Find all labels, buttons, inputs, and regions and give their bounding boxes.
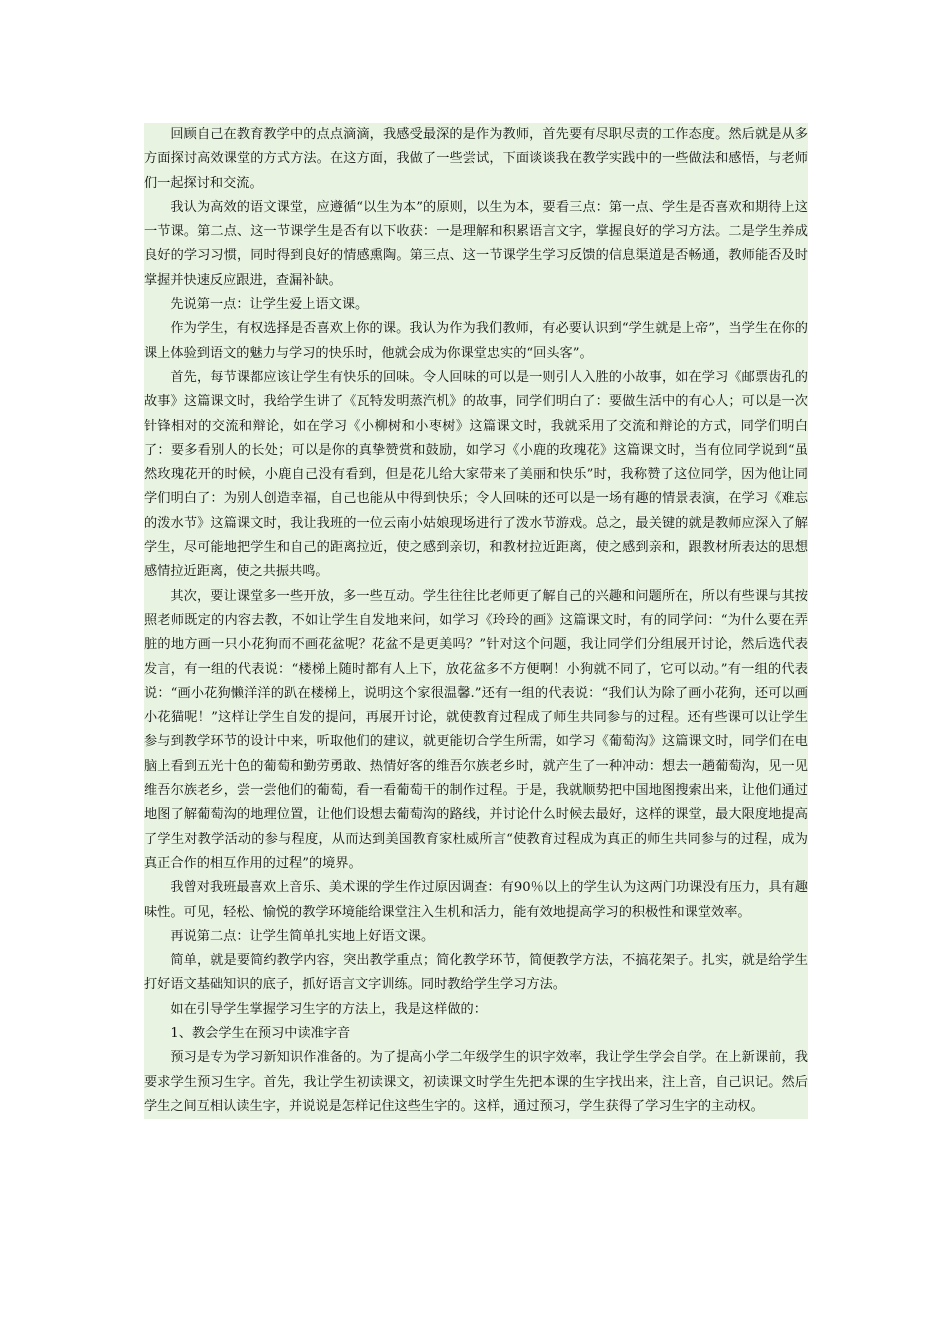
paragraph: 预习是专为学习新知识作准备的。为了提高小学二年级学生的识字效率，我让学生学会自学。在上新课前，我要求学生预习生字。首先，我让学生初读课文，初读课文时学生先把本课的生字找出来，注上音，自己识记。然后学生之间互相认读生字，并说说是怎样记住这些生字的。这样，通过预习，学生获得了学习生字的主动权。 xyxy=(144,1050,808,1114)
paragraph: 先说第一点：让学生爱上语文课。 xyxy=(170,297,369,313)
paragraph: 我认为高效的语文课堂，应遵循“以生为本”的原则，以生为本，要看三点：第一点、学生是否喜欢和期待上这一节课。第二点、这一节课学生是否有以下收获：一是理解和积累语言文字，掌握良好的学习方法。二是学生养成良好的学习习惯，同时得到良好的情感熏陶。第三点、这一节课学生学习反馈的信息渠道是否畅通，教师能否及时掌握并快速反应跟进，查漏补缺。 xyxy=(144,199,808,288)
paragraph: 首先，每节课都应该让学生有快乐的回味。令人回味的可以是一则引人入胜的小故事，如在学习《邮票齿孔的故事》这篇课文时，我给学生讲了《瓦特发明蒸汽机》的故事，同学们明白了：要做生活中的有心人；可以是一次针锋相对的交流和辩论，如在学习《小柳树和小枣树》这篇课文时，我就采用了交流和辩论的方式，同学们明白了：要多看别人的长处；可以是你的真挚赞赏和鼓励，如学习《小鹿的玫瑰花》这篇课文时，当有位同学说到“虽然玫瑰花开的时候，小鹿自己没有看到，但是花儿给大家带来了美丽和快乐”时，我称赞了这位同学，因为他让同学们明白了：为别人创造幸福，自己也能从中得到快乐；令人回味的还可以是一场有趣的情景表演，在学习《难忘的泼水节》这篇课文时，我让我班的一位云南小姑娘现场进行了泼水节游戏。总之，最关键的就是教师应深入了解学生，尽可能地把学生和自己的距离拉近，使之感到亲切，和教材拉近距离，使之感到亲和，跟教材所表达的思想感情拉近距离，使之共振共鸣。 xyxy=(144,369,808,580)
paragraph: 我曾对我班最喜欢上音乐、美术课的学生作过原因调查：有90％以上的学生认为这两门功课没有压力，具有趣味性。可见，轻松、愉悦的教学环境能给课堂注入生机和活力，能有效地提高学习的积极性和课堂效率。 xyxy=(144,880,808,920)
paragraph: 1、教会学生在预习中读准字音 xyxy=(170,1025,351,1041)
paragraph: 简单，就是要简约教学内容，突出教学重点；简化教学环节，简便教学方法，不搞花架子。扎实，就是给学生打好语文基础知识的底子，抓好语言文字训练。同时教给学生学习方法。 xyxy=(144,953,808,993)
paragraph: 作为学生，有权选择是否喜欢上你的课。我认为作为我们教师，有必要认识到“学生就是上帝”，当学生在你的课上体验到语文的魅力与学习的快乐时，他就会成为你课堂忠实的“回头客”。 xyxy=(144,321,808,361)
paragraph: 回顾自己在教育教学中的点点滴滴，我感受最深的是作为教师，首先要有尽职尽责的工作态度。然后就是从多方面探讨高效课堂的方式方法。在这方面，我做了一些尝试，下面谈谈我在教学实践中的一些做法和感悟，与老师们一起探讨和交流。 xyxy=(144,127,808,191)
paragraph: 如在引导学生掌握学习生字的方法上，我是这样做的： xyxy=(170,1001,487,1017)
paragraph: 其次，要让课堂多一些开放，多一些互动。学生往往比老师更了解自己的兴趣和问题所在，所以有些课与其按照老师既定的内容去教，不如让学生自发地来问，如学习《玲玲的画》这篇课文时，有的同学问：“为什么要在弄脏的地方画一只小花狗而不画花盆呢？花盆不是更美吗？”针对这个问题，我让同学们分组展开讨论，然后选代表发言，有一组的代表说：“楼梯上随时都有人上下，放花盆多不方便啊！小狗就不同了，它可以动。”有一组的代表说：“画小花狗懒洋洋的趴在楼梯上，说明这个家很温馨.”还有一组的代表说：“我们认为除了画小花狗，还可以画小花猫呢！”这样让学生自发的提问，再展开讨论，就使教育过程成了师生共同参与的过程。还有些课可以让学生参与到教学环节的设计中来，听取他们的建议，就更能切合学生所需，如学习《葡萄沟》这篇课文时，同学们在电脑上看到五光十色的葡萄和勤劳勇敢、热情好客的维吾尔族老乡时，就产生了一种冲动：想去一趟葡萄沟，见一见维吾尔族老乡，尝一尝他们的葡萄，看一看葡萄干的制作过程。于是，我就顺势把中国地图搜索出来，让他们通过地图了解葡萄沟的地理位置，让他们设想去葡萄沟的路线，并讨论什么时候去最好，这样的课堂，最大限度地提高了学生对教学活动的参与程度，从而达到美国教育家杜威所言“使教育过程成为真正的师生共同参与的过程，成为真正合作的相互作用的过程”的境界。 xyxy=(144,588,808,871)
document-body xyxy=(144,123,808,1119)
paragraph: 再说第二点：让学生简单扎实地上好语文课。 xyxy=(170,928,435,944)
